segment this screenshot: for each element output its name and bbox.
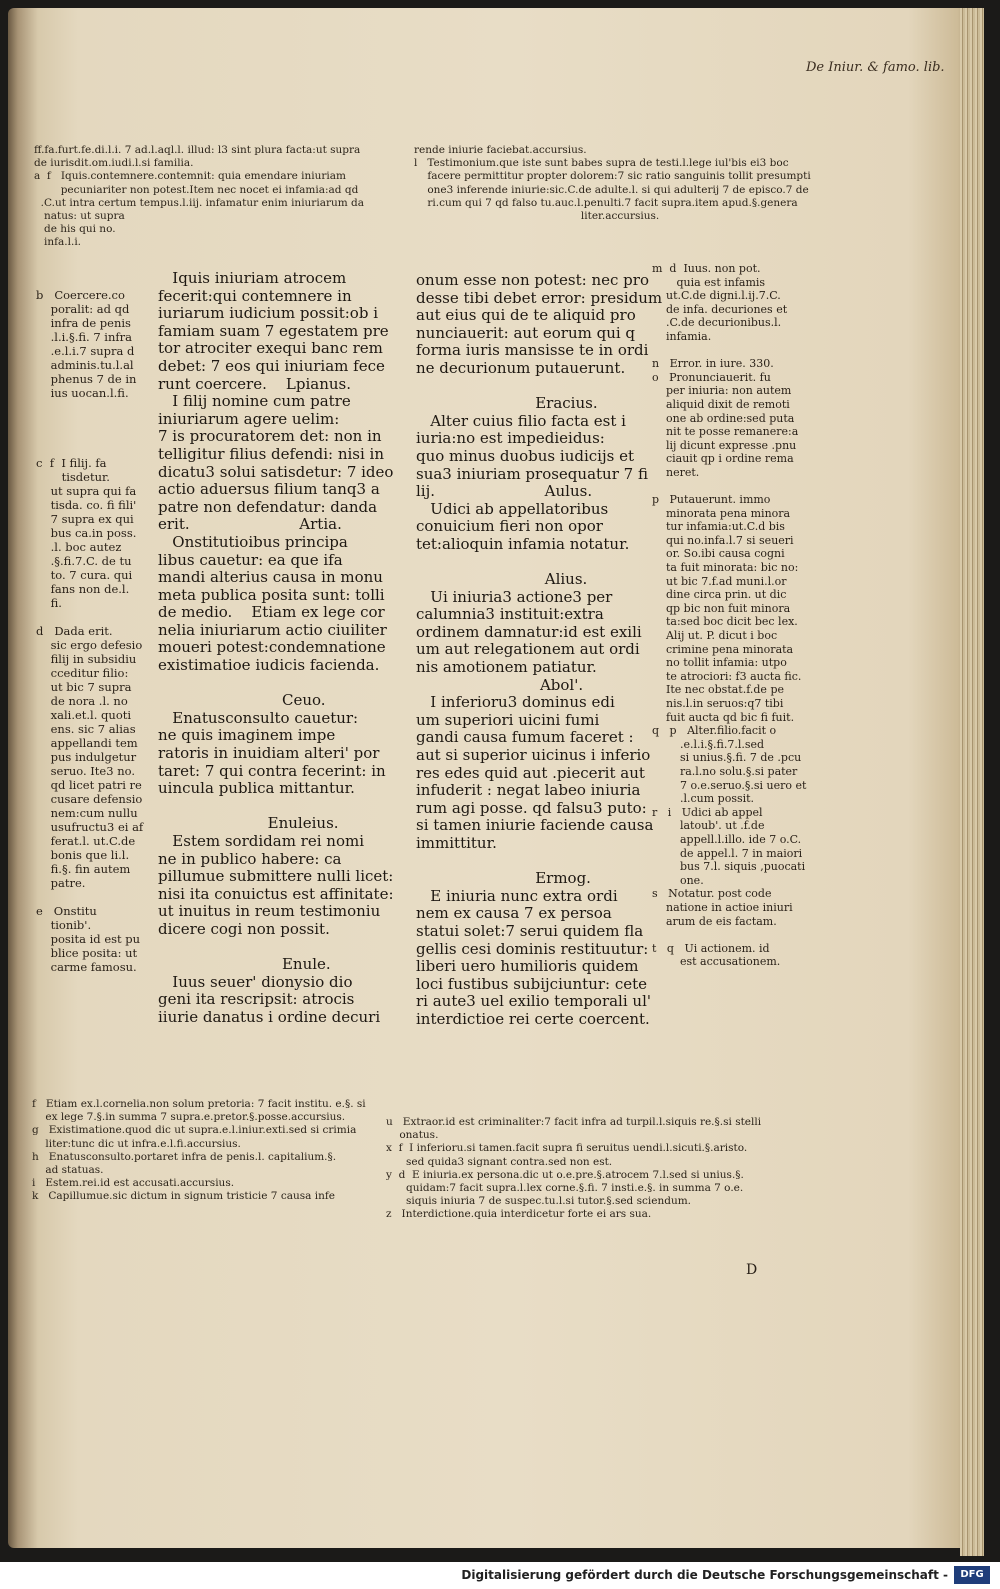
gloss-top-right: rende iniurie faciebat.accursius. l Testimonium.que iste sunt babes supra de testi.l.lege iul'bis ei3 boc facere permittitur propter dolorem:7 sic ratio sanguinis tollit presumpti one3 inferende iniurie:sic.C.de adulte.l. si qui adulterij 7 de episco.7 de ri.cum qui 7 qd falso tu.auc.l.penulti.7 facit supra.item apud.§.genera liter.accursius. (414, 144, 811, 223)
dfg-logo: DFG (954, 1566, 990, 1584)
main-text-column-two: onum esse non potest: nec pro desse tibi debet error: presidum aut eius qui de te aliquid pro nunciauerit: aut eorum qui q forma iuris mansisse te in ordi ne decurionum putauerunt. Eracius. Alter cuius filio facta est i iuria:no est impedieidus: quo minus duobus iudicijs et sua3 iniuriam prosequatur 7 fi lij. Aulus. Udici ab appellatoribus conuicium fieri non opor tet:alioquin infamia notatur. Alius. Ui iniuria3 actione3 per calumnia3 instituit:extra ordinem damnatur:id est exili um aut relegationem aut ordi nis amotionem patiatur. Abol'. I inferioru3 dominus edi um superiori uicini fumi gandi causa fumum faceret : aut si superior uicinus i inferio res edes quid aut .piecerit aut infuderit : negat labeo iniuria rum agi posse. qd falsu3 puto: si tamen iniurie faciende causa immittitur. Ermog. E iniuria nunc extra ordi nem ex causa 7 ex persoa statui solet:7 serui quidem fla gellis cesi dominis restituutur: liberi uero humilioris quidem loci fustibus subijciuntur: cete ri aute3 uel exilio temporali ul' interdictioe rei certe coercent. (416, 271, 663, 1028)
gloss-bottom-right: u Extraor.id est criminaliter:7 facit infra ad turpil.l.siquis re.§.si stelli onatus. x f I inferioru.si tamen.facit supra fi seruitus uendi.l.sicuti.§.aristo. sed quida3 signant contra.sed non est. y d E iniuria.ex persona.dic ut o.e.pre.§.atrocem 7.l.sed si unius.§. quidam:7 facit supra.l.lex corne.§.fi. 7 insti.e.§. in summa 7 o.e. siquis iniuria 7 de suspec.tu.l.si tutor.§.sed sciendum. z Interdictione.quia interdicetur forte ei ars sua. (386, 1116, 762, 1221)
footer-credit: Digitalisierung gefördert durch die Deutsche Forschungsgemeinschaft - (461, 1568, 948, 1582)
margin-notes-left: b Coercere.co poralit: ad qd infra de penis .l.i.§.fi. 7 infra .e.l.i.7 supra d adminis.tu.l.al phenus 7 de in ius uocan.l.fi. c f I filij. fa tisdetur. ut supra qui fa tisda. co. fi fili' 7 supra ex qui bus ca.in poss. .l. boc autez .§.fi.7.C. de tu to. 7 cura. qui fans non de.l. fi. d Dada erit. sic ergo defesio filij in subsidiu cceditur filio: ut bic 7 supra de nora .l. no xali.et.l. quoti ens. sic 7 alias appellandi tem pus indulgetur seruo. Ite3 no. qd licet patri re cusare defensio nem:cum nullu usufructu3 ei af ferat.l. ut.C.de bonis que li.l. fi.§. fin autem patre. e Onstitu tionib'. posita id est pu blice posita: ut carme famosu. (36, 288, 144, 974)
margin-notes-right: m d Iuus. non pot. quia est infamis ut.C.de digni.l.ij.7.C. de infa. decuriones et .C.de decurionibus.l. infamia. n Error. in iure. 330. o Pronunciauerit. fu per iniuria: non autem aliquid dixit de remoti one ab ordine:sed puta nit te posse remanere:a lij dicunt expresse .pnu ciauit qp i ordine rema neret. p Putauerunt. immo minorata pena minora tur infamia:ut.C.d bis qui no.infa.l.7 si seueri or. So.ibi causa cogni ta fuit minorata: bic no: ut bic 7.f.ad muni.l.or dine circa prin. ut dic qp bic non fuit minora ta:sed boc dicit bec lex. Alij ut. P. dicut i boc crimine pena minorata no tollit infamia: utpo te atrociori: f3 aucta fic. Ite nec obstat.f.de pe nis.l.in seruos:q7 tibi fuit aucta qd bic fi fuit. q p Alter.filio.facit o .e.l.i.§.fi.7.l.sed si unius.§.fi. 7 de .pcu ra.l.no solu.§.si pater 7 o.e.seruo.§.si uero et .l.cum possit. r i Udici ab appel latoub'. ut .f.de appell.l.illo. ide 7 o.C. de appel.l. 7 in maiori bus 7.l. siquis ,puocati one. s Notatur. post code natione in actioe iniuri arum de eis factam. t q Ui actionem. id est accusationem. (652, 262, 807, 969)
gloss-top-left: ff.fa.furt.fe.di.l.i. 7 ad.l.aql.l. illud: l3 sint plura facta:ut supra de iurisdit.om.iudi.l.si familia. a f Iquis.contemnere.contemnit: quia emendare iniuriam pecuniariter non potest.Item nec nocet ei infamia:ad qd .C.ut intra certum tempus.l.iij. infamatur enim iniuriarum da natus: ut supra de his qui no. infa.l.i. (34, 144, 365, 249)
book-page (8, 8, 976, 1548)
signature-mark: D (746, 1262, 758, 1278)
running-title: De Iniur. & famo. lib. (806, 60, 945, 75)
gloss-bottom-left: f Etiam ex.l.cornelia.non solum pretoria: 7 facit institu. e.§. si ex lege 7.§.in summa 7 supra.e.pretor.§.posse.accursius. g Existimatione.quod dic ut supra.e.l.iniur.exti.sed si crimia liter:tunc dic ut infra.e.l.fi.accursius. h Enatusconsulto.portaret infra de penis.l. capitalium.§. ad statuas. i Estem.rei.id est accusati.accursius. k Capillumue.sic dictum in signum tristicie 7 causa infe (32, 1098, 366, 1203)
main-text-column-one: Iquis iniuriam atrocem fecerit:qui contemnere in iuriarum iudicium possit:ob i famiam suam 7 egestatem pre tor atrociter exequi banc rem debet: 7 eos qui iniuriam fece runt coercere. Lpianus. I filij nomine cum patre iniuriarum agere uelim: 7 is procuratorem det: non in telligitur filius defendi: nisi in dicatu3 solui satisdetur: 7 ideo actio aduersus filium tanq3 a patre non defendatur: danda erit. Artia. Onstitutioibus principa libus cauetur: ea que ifa mandi alterius causa in monu meta publica posita sunt: tolli de medio. Etiam ex lege cor nelia iniuriarum actio ciuiliter moueri potest:condemnatione existimatioe iudicis facienda. Ceuo. Enatusconsulto cauetur: ne quis imaginem impe ratoris in inuidiam alteri' por taret: 7 qui contra fecerint: in uincula publica mittantur. Enuleius. Estem sordidam rei nomi ne in publico habere: ca pillumue submittere nulli licet: nisi ita conuictus est affinitate: ut inuitus in reum testimoniu dicere cogi non possit. Enule. Iuus seuer' dionysio dio geni ita rescripsit: atrocis iiurie danatus i ordine decuri (158, 269, 394, 1026)
footer-bar (0, 1562, 1000, 1589)
page-edges (960, 8, 984, 1556)
